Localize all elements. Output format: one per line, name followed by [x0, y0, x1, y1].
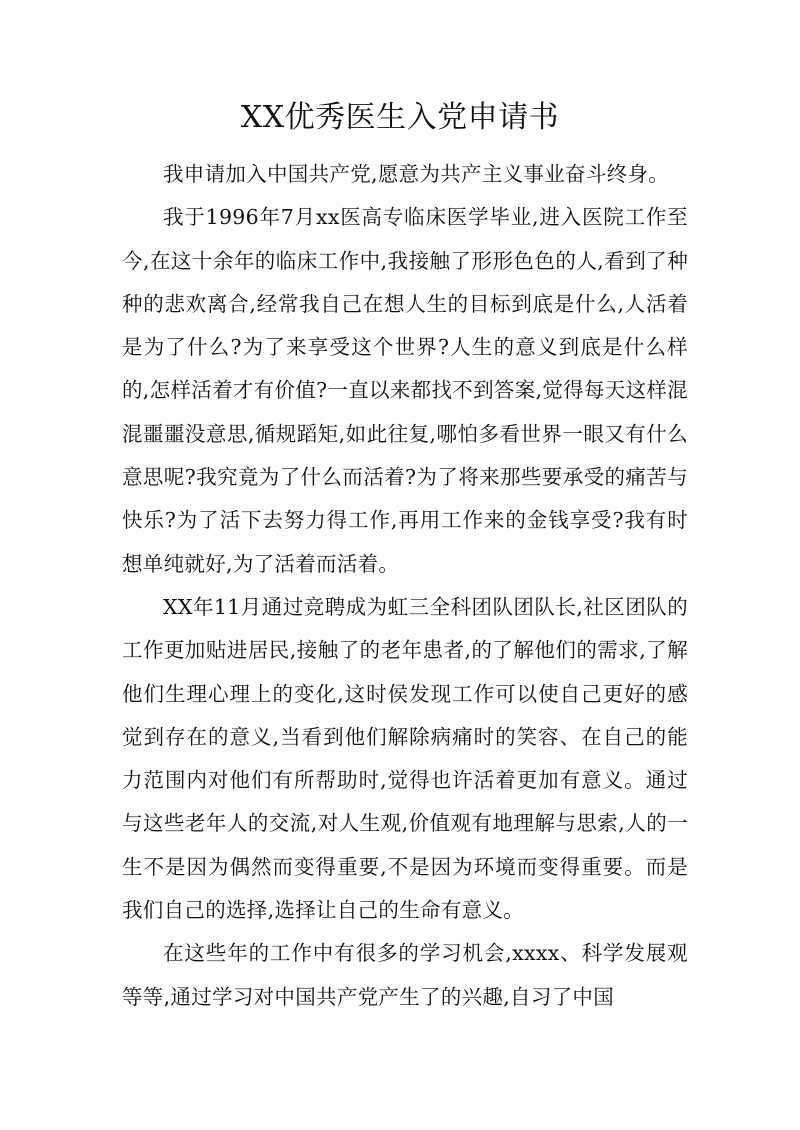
paragraph-3: XX年11月通过竞聘成为虹三全科团队团队长,社区团队的工作更加贴进居民,接触了的老年患者,的了解他们的需求,了解他们生理心理上的变化,这时侯发现工作可以使自己更好的感觉到存在的意义,当看到他们解除病痛时的笑容、在自己的能力范围内对他们有所帮助时,觉得也许活着更加有意义。通过与这些老年人的交流,对人生观,价值观有地理解与思索,人的一生不是因为偶然而变得重要,不是因为环境而变得重要。而是我们自己的选择,选择让自己的生命有意义。 [122, 594, 688, 923]
document-body [122, 153, 688, 1019]
document-title: XX优秀医生入党申请书 [240, 100, 560, 135]
paragraph-1: 我申请加入中国共产党,愿意为共产主义事业奋斗终身。 [163, 162, 670, 186]
paragraph-2: 我于1996年7月xx医高专临床医学毕业,进入医院工作至今,在这十余年的临床工作中,我接触了形形色色的人,看到了种种的悲欢离合,经常我自己在想人生的目标到底是什么,人活着是为了什么?为了来享受这个世界?人生的意义到底是什么样的,怎样活着才有价值?一直以来都找不到答案,觉得每天这样混混噩噩没意思,循规蹈矩,如此往复,哪怕多看世界一眼又有什么意思呢?我究竟为了什么而活着?为了将来那些要承受的痛苦与快乐?为了活下去努力得工作,再用工作来的金钱享受?我有时想单纯就好,为了活着而活着。 [122, 205, 688, 576]
paragraph-4: 在这些年的工作中有很多的学习机会,xxxx、科学发展观等等,通过学习对中国共产党产生了的兴趣,自习了中国 [122, 941, 688, 1009]
